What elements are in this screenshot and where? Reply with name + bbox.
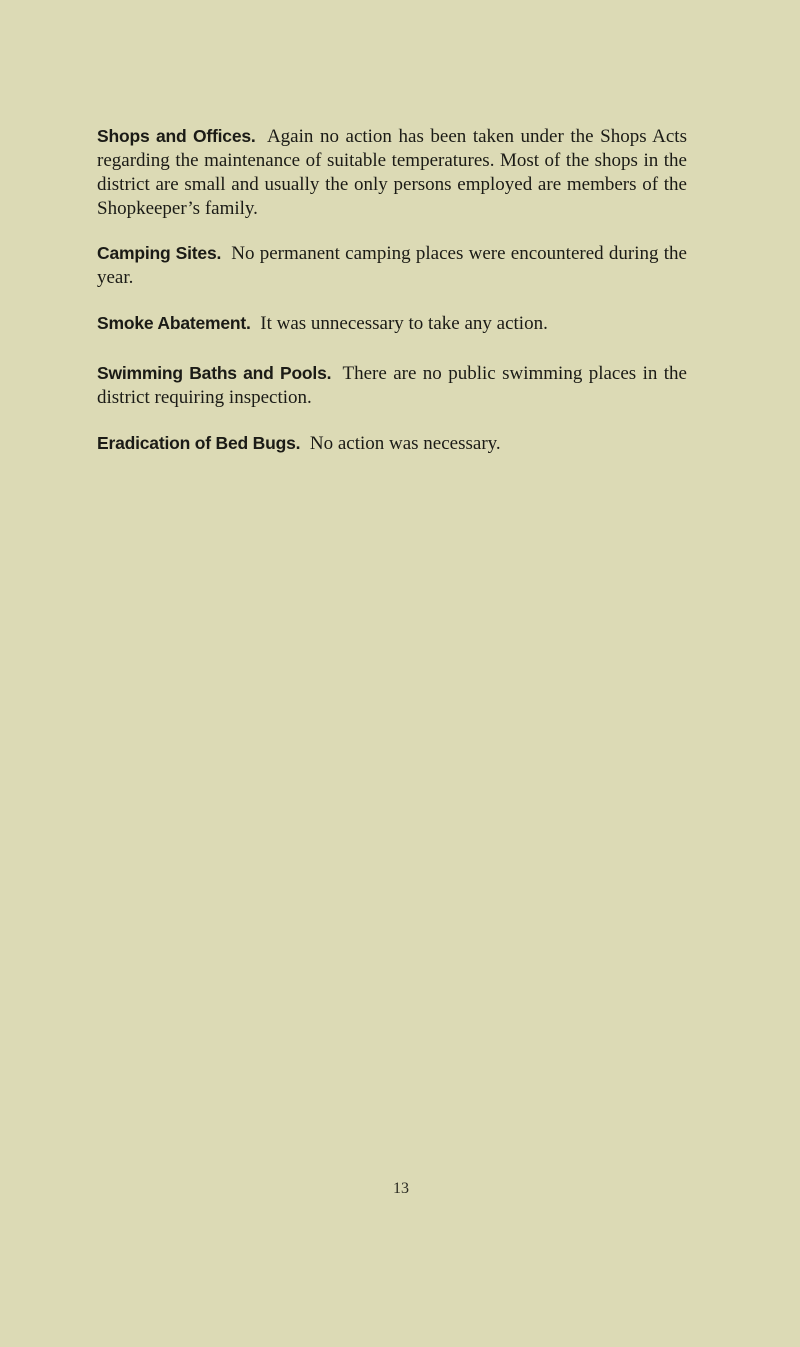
section-swimming-baths — [97, 361, 687, 410]
section-heading: Shops and Offices. — [97, 126, 256, 146]
section-smoke-abatement — [97, 311, 687, 336]
section-heading: Camping Sites. — [97, 243, 222, 263]
section-text: No permanent camping places were encountered during the year. — [97, 243, 687, 288]
section-text: There are no public swimming places in the district requiring inspection. — [97, 363, 687, 408]
document-body — [97, 124, 687, 474]
section-heading: Swimming Baths and Pools. — [97, 363, 332, 383]
section-text: Again no action has been taken under the Shops Acts regarding the maintenance of suitable temperatures. Most of the shops in the district are small and usually the only persons employed are members of the Shopkeeper’s family. — [97, 126, 687, 219]
page-number: 13 — [393, 1180, 409, 1197]
section-shops-and-offices — [97, 124, 687, 221]
section-camping-sites — [97, 241, 687, 290]
section-heading: Eradication of Bed Bugs. — [97, 433, 301, 453]
section-text: No action was necessary. — [309, 433, 501, 454]
section-text: It was unnecessary to take any action. — [260, 313, 548, 334]
section-eradication-of-bed-bugs — [97, 431, 687, 456]
section-heading: Smoke Abatement. — [97, 313, 251, 333]
